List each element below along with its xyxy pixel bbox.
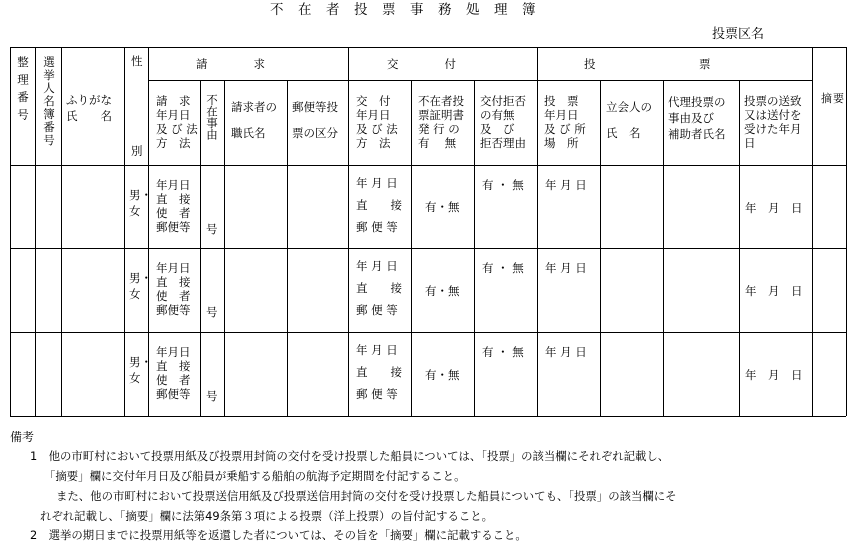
header-shomeisho: 不在者投 票証明書 発 行 の 有 無 <box>418 94 464 150</box>
kofu-method: 年 月 日 直 接 郵 便 等 <box>356 343 402 401</box>
kyohi-umu: 有 ・ 無 <box>482 178 524 192</box>
header-seikyu-date: 請 求 年月日 及 び 法 方 法 <box>156 94 198 150</box>
header-fuzai-jiyu: 不在事由 <box>205 94 219 140</box>
header-group-seikyu: 請 求 <box>196 57 265 71</box>
soufu-date: 年 月 日 <box>745 201 803 215</box>
go-label: 号 <box>206 389 218 403</box>
note-2: 2 選挙の期日までに投票用紙等を返還した者については、その旨を「摘要」欄に記載すること。 <box>30 528 527 542</box>
seikyu-method: 年月日 直 接 使 者 郵便等 <box>156 178 191 234</box>
tohyo-date: 年 月 日 <box>545 345 587 359</box>
seikyu-method: 年月日 直 接 使 者 郵便等 <box>156 345 191 401</box>
kofu-method: 年 月 日 直 接 郵 便 等 <box>356 176 402 234</box>
header-seikyusha: 請求者の 職氏名 <box>231 100 277 140</box>
soufu-date: 年 月 日 <box>745 284 803 298</box>
go-label: 号 <box>206 305 218 319</box>
note-1-line-4: れぞれ記載し、「摘要」欄に法第49条第３項による投票（洋上投票）の旨付記すること。 <box>40 509 494 523</box>
note-1-line-1: 1 他の市町村において投票用紙及び投票用封筒の交付を受け投票した船員については、「投票」の該当欄にそれぞれ記載し、 <box>30 449 670 463</box>
table-row <box>0 165 868 248</box>
header-kofu-date: 交 付 年月日 及 び 法 方 法 <box>356 94 398 150</box>
sex-option: 男・女 <box>129 271 152 301</box>
form-title: 不在者投票事務処理簿 <box>270 2 550 18</box>
header-kofu-kyohi: 交付拒否 の有無 及 び 拒否理由 <box>480 94 526 150</box>
header-dairi: 代理投票の 事由及び 補助者氏名 <box>668 95 726 141</box>
header-tachiainin: 立会人の 氏 名 <box>606 100 652 140</box>
notes-heading: 備考 <box>10 430 35 444</box>
header-name: ふりがな 氏 名 <box>66 93 112 123</box>
shomeisho-umu: 有・無 <box>425 284 460 298</box>
sex-option: 男・女 <box>129 355 152 385</box>
kofu-method: 年 月 日 直 接 郵 便 等 <box>356 259 402 317</box>
note-1-line-2: 「摘要」欄に交付年月日及び船員が乗船する船舶の航海予定期間を付記すること。 <box>44 469 466 483</box>
shomeisho-umu: 有・無 <box>425 200 460 214</box>
sex-option: 男・女 <box>129 188 152 218</box>
voting-district-label: 投票区名 <box>712 27 765 42</box>
shomeisho-umu: 有・無 <box>425 368 460 382</box>
seikyu-method: 年月日 直 接 使 者 郵便等 <box>156 261 191 317</box>
soufu-date: 年 月 日 <box>745 368 803 382</box>
header-meibo-bango: 選挙人名簿番号 <box>42 56 56 147</box>
table-row <box>0 248 868 332</box>
note-1-line-3: また、他の市町村において投票送信用紙及び投票送信用封筒の交付を受け投票した船員についても、「投票」の該当欄にそ <box>56 489 677 503</box>
table-row <box>0 332 868 416</box>
header-group-kofu: 交 付 <box>387 57 456 71</box>
header-sex-bottom: 別 <box>131 144 143 158</box>
go-label: 号 <box>206 222 218 236</box>
tohyo-date: 年 月 日 <box>545 178 587 192</box>
kyohi-umu: 有 ・ 無 <box>482 261 524 275</box>
header-tekiyo: 摘要 <box>821 92 845 105</box>
header-group-tohyo: 投 票 <box>584 57 711 71</box>
header-sex-top: 性 <box>131 54 143 68</box>
kyohi-umu: 有 ・ 無 <box>482 345 524 359</box>
tohyo-date: 年 月 日 <box>545 261 587 275</box>
header-seiri-bango: 整理番号 <box>16 56 30 126</box>
header-tohyo-date: 投 票 年月日 及 び 所 場 所 <box>544 94 586 150</box>
header-soufu: 投票の送致 又は送付を 受けた年月 日 <box>744 94 802 150</box>
header-yubin-kubun: 郵便等投 票の区分 <box>292 100 338 140</box>
